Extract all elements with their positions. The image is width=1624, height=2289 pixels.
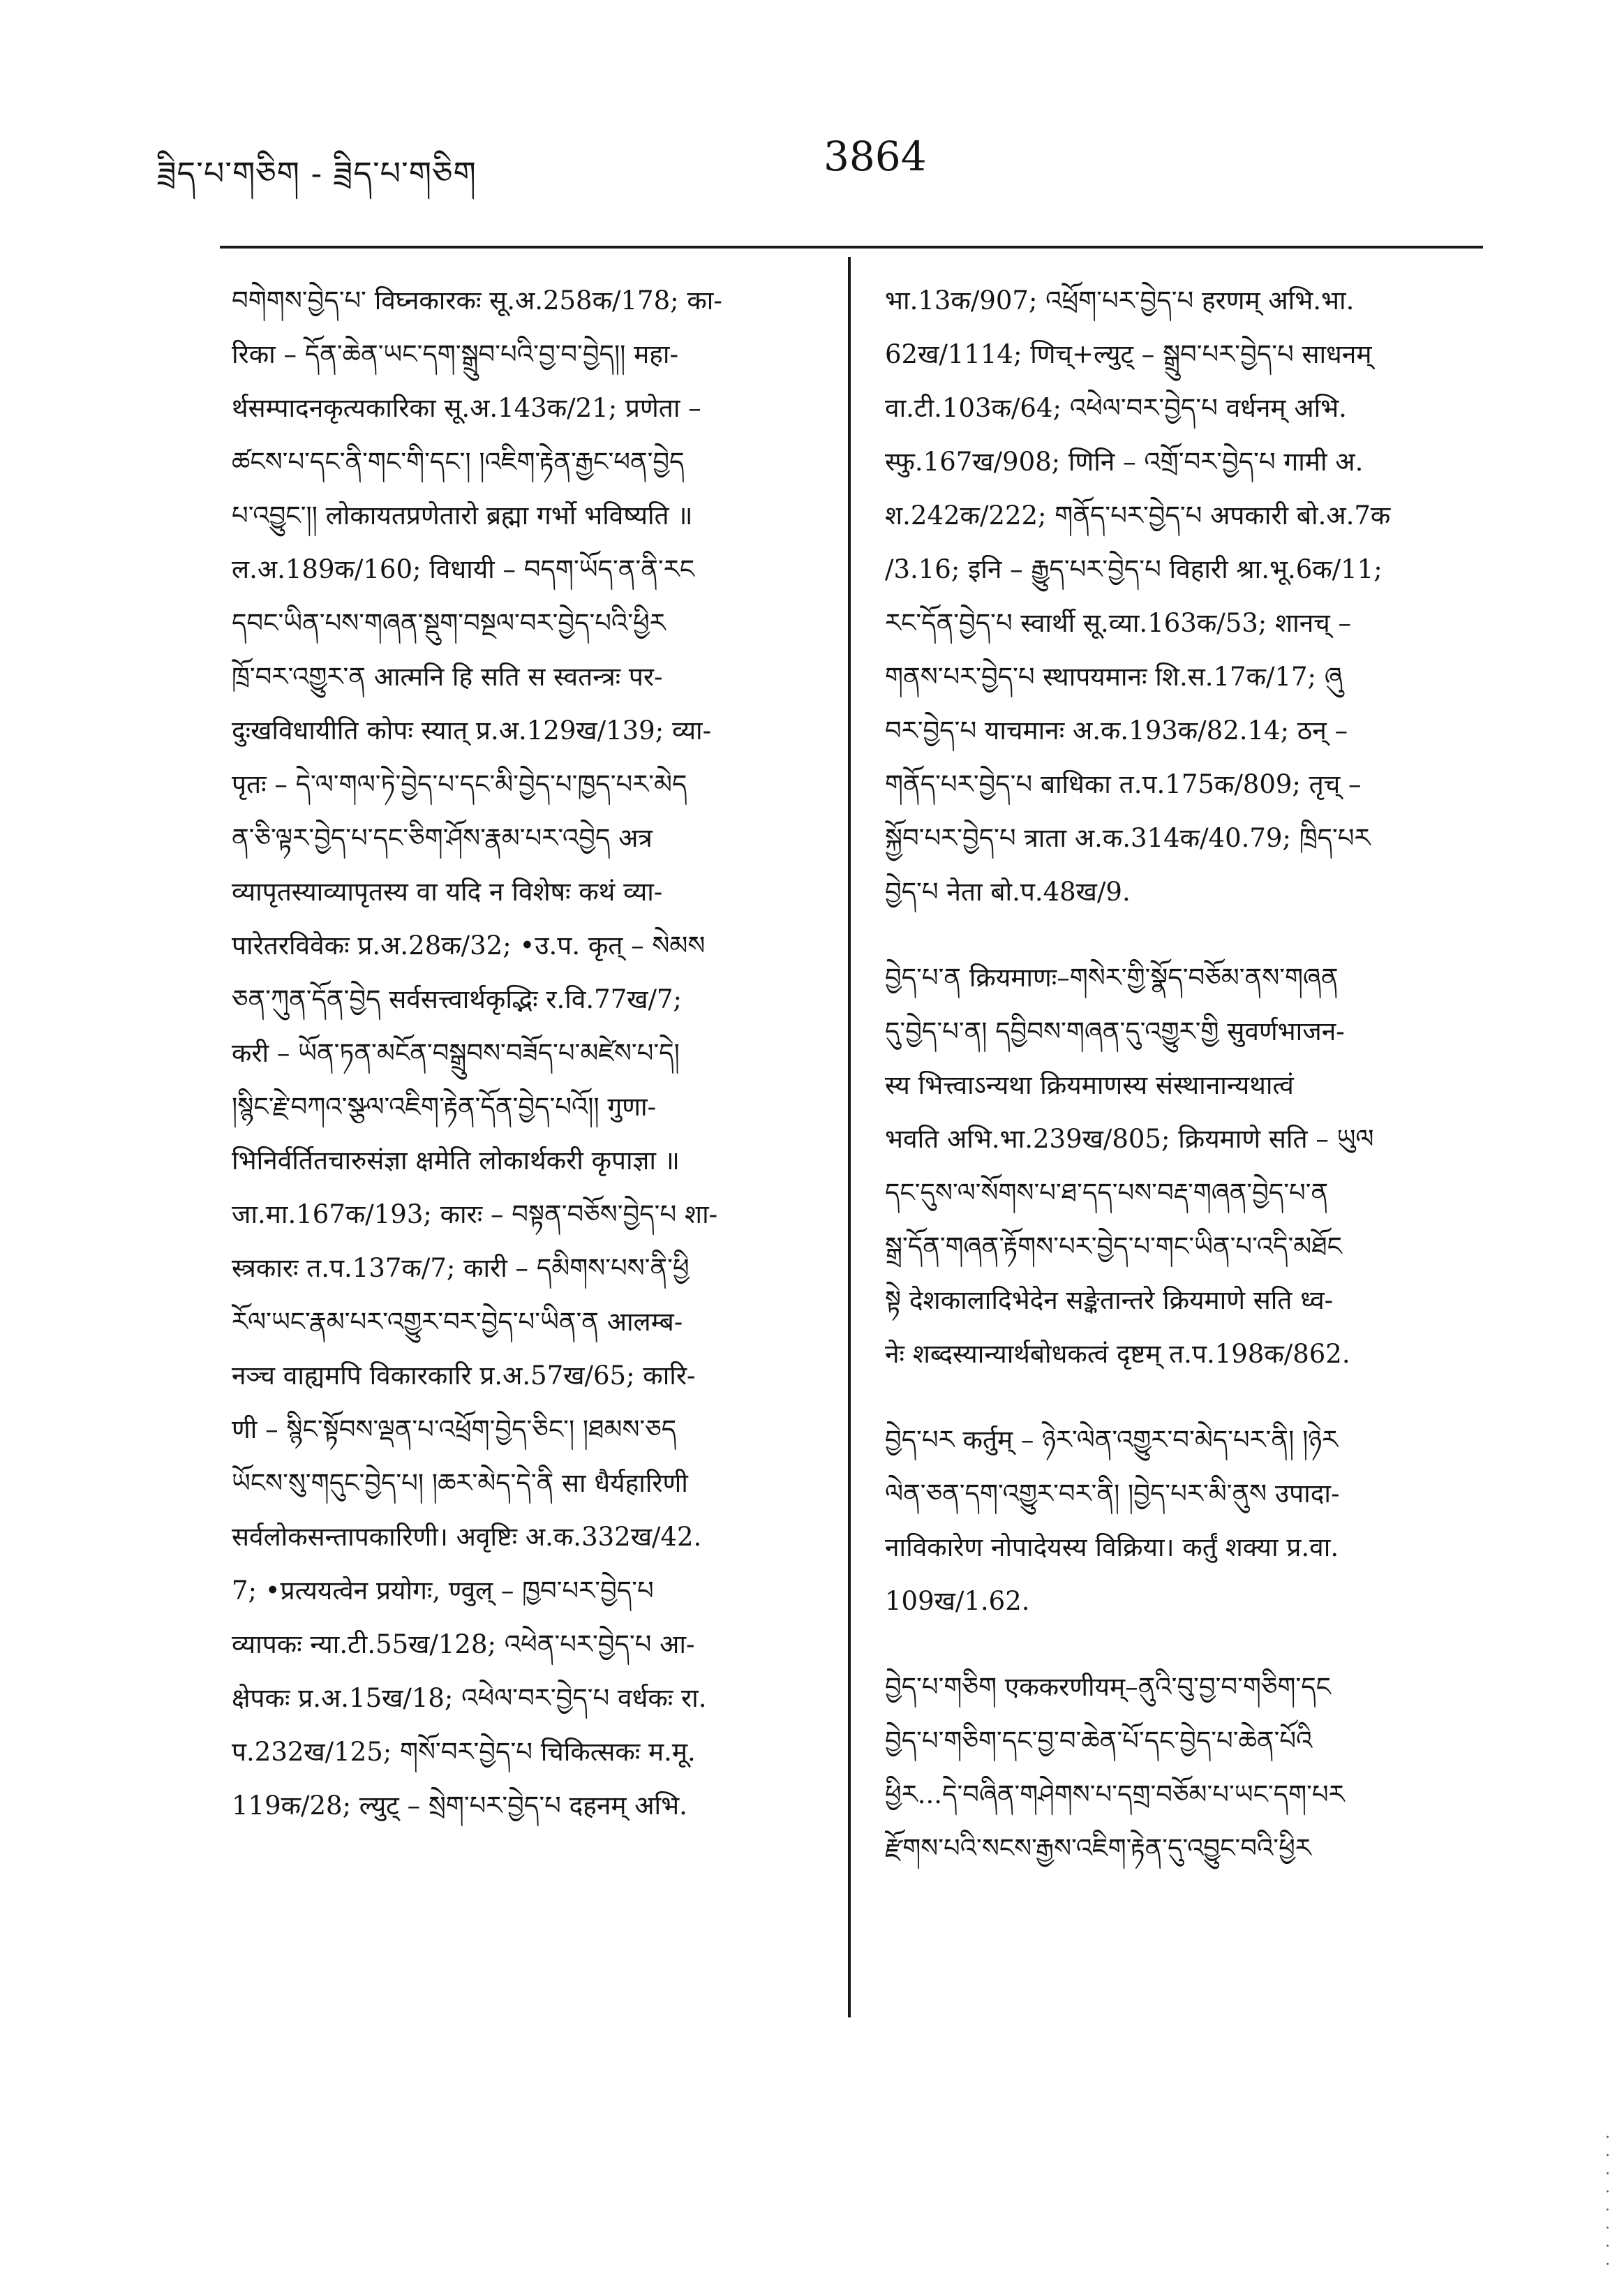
text-line: རོལ་ཡང་རྣམ་པར་འགྱུར་བར་བྱེད་པ་ཡིན་ན आलम्ब- (232, 1307, 683, 1337)
text-line: र्थसम्पादनकृत्यकारिका सू.अ.143क/21; प्रणेता – (232, 393, 701, 423)
text-line: གནོད་པར་བྱེད་པ बाधिका त.प.175क/809; तृच् – (885, 769, 1362, 799)
text-line: བྱེད་པ नेता बो.प.48ख/9. (885, 877, 1131, 907)
margin-dots: · · · · · · · · (1605, 2129, 1610, 2274)
text-line: स्फु.167ख/908; णिनि – འགྲོ་བར་བྱེད་པ गामी अ. (885, 447, 1364, 477)
text-line: णी – སྙིང་སྟོབས་ལྡན་པ་འཕྲོག་བྱེད་ཅིང་། །ཐམས་ཅད (232, 1414, 677, 1444)
text-line: पृतः – དེ་ལ་གལ་ཏེ་བྱེད་པ་དང་མི་བྱེད་པ་ཁྱད་པར་མེད (232, 769, 687, 799)
text-line: स्त्रकारः त.प.137क/7; कारी – དམིགས་པས་ནི་ཕྱི (232, 1253, 690, 1283)
text-line: भा.13क/907; འཕྲོག་པར་བྱེད་པ हरणम् अभि.भा. (885, 286, 1355, 316)
column-divider (848, 257, 851, 2017)
text-line: 119क/28; ल्युट् – སྲེག་པར་བྱེད་པ दहनम् अभि. (232, 1791, 687, 1821)
text-line: प.232ख/125; གསོ་བར་བྱེད་པ चिकित्सकः म.मू. (232, 1737, 696, 1767)
text-line: जा.मा.167क/193; कारः – བསྟན་བཅོས་བྱེད་པ शा- (232, 1199, 718, 1229)
text-line: ལེན་ཅན་དག་འགྱུར་བར་ནི། །བྱེད་པར་མི་ནུས उपादा- (885, 1479, 1340, 1509)
text-line: नेः शब्दस्यान्यार्थबोधकत्वं दृष्टम् त.प.198क/862. (885, 1339, 1350, 1369)
text-line: 109ख/1.62. (885, 1586, 1030, 1616)
text-line: सर्वलोकसन्तापकारिणी। अवृष्टिः अ.क.332ख/42. (232, 1522, 702, 1552)
entry-gap (885, 1628, 1464, 1660)
text-line: རང་དོན་བྱེད་པ स्वार्थी सू.व्या.163क/53; शानच् – (885, 608, 1352, 638)
text-line: བྱེད་པར कर्तुम् – ཉེར་ལེན་འགྱུར་བ་མེད་པར་ནི། །ཉེར (885, 1425, 1339, 1455)
text-line: वा.टी.103क/64; འཕེལ་བར་བྱེད་པ वर्धनम् अभि. (885, 393, 1347, 423)
text-line: པ་འབྱུང་།། लोकायतप्रणेतारो ब्रह्मा गर्भो भविष्यति ॥ (232, 501, 693, 531)
text-line: /3.16; इनि – རྒྱུད་པར་བྱེད་པ विहारी श्रा.भू.6क/11; (885, 554, 1383, 584)
text-line: བར་བྱེད་པ याचमानः अ.क.193क/82.14; ठन् – (885, 716, 1348, 746)
entry-gap (885, 919, 1464, 951)
left-column (232, 274, 811, 1832)
text-line: 7; •प्रत्ययत्वेन प्रयोगः, ण्वुल् – ཁྱབ་པར་བྱེད་པ (232, 1576, 654, 1606)
text-line: नाविकारेण नोपादेयस्य विक्रिया। कर्तुं शक्या प्र.वा. (885, 1532, 1339, 1562)
text-line: གནས་པར་བྱེད་པ स्थापयमानः शि.स.17क/17; ཞུ (885, 662, 1343, 692)
text-line: श.242क/222; གནོད་པར་བྱེད་པ अपकारी बो.अ.7क (885, 501, 1391, 531)
text-line: བགེགས་བྱེད་པ་ विघ्नकारकः सू.अ.258क/178; का- (232, 286, 722, 316)
right-column (885, 274, 1464, 1875)
text-line: ल.अ.189क/160; विधायी – བདག་ཡོད་ན་ནི་རང (232, 554, 695, 584)
page-number: 3864 (824, 133, 927, 180)
text-line: །སྙིང་རྗེ་བཀའ་སྩལ་འཇིག་རྟེན་དོན་བྱེད་པའོ།། गुणा- (232, 1092, 657, 1122)
text-line: रिका – དོན་ཆེན་ཡང་དག་སྒྲུབ་པའི་བྱ་བ་བྱེད།། महा- (232, 339, 679, 369)
text-line: दुःखविधायीति कोपः स्यात् प्र.अ.129ख/139; व्या- (232, 716, 712, 746)
text-line: སྟེ देशकालादिभेदेन सङ्केतान्तरे क्रियमाणे सति ध्व- (885, 1285, 1334, 1315)
text-line: ཅན་ཀུན་དོན་བྱེད सर्वसत्त्वार्थकृद्भिः र.वि.77ख/7; (232, 984, 682, 1014)
text-line: व्यापकः न्या.टी.55ख/128; འཕེན་པར་བྱེད་པ आ- (232, 1629, 695, 1659)
running-head: ཟྲིད་པ་གཅིག - ཟྲིད་པ་གཅིག (157, 154, 477, 192)
text-line: བྱེད་པ་གཅིག एककरणीयम्–ནུའི་བུ་བྱ་བ་གཅིག་དང (885, 1672, 1332, 1702)
text-line: བྱེད་པ་ན क्रियमाणः–གསེར་གྱི་སྣོད་བཅོམ་ནས་གཞན (885, 963, 1339, 993)
header-rule (220, 246, 1483, 249)
text-line: व्यापृतस्याव्यापृतस्य वा यदि न विशेषः कथं व्या- (232, 877, 663, 907)
text-line: क्षेपकः प्र.अ.15ख/18; འཕེལ་བར་བྱེད་པ वर्धकः रा. (232, 1683, 707, 1713)
text-line: སྐྱོབ་པར་བྱེད་པ त्राता अ.क.314क/40.79; ཁྲིད་པར (885, 823, 1371, 853)
text-line: རྫོགས་པའི་སངས་རྒྱས་འཇིག་རྟེན་དུ་འབྱུང་བའི་ཕྱིར (885, 1833, 1311, 1863)
text-line: नञ्च वाह्यमपि विकारकारि प्र.अ.57ख/65; कारि- (232, 1361, 696, 1391)
text-line: स्य भित्त्वाऽन्यथा क्रियमाणस्य संस्थानान्यथात्वं (885, 1070, 1294, 1100)
text-line: ཕྱིར...དེ་བཞིན་གཤེགས་པ་དགྲ་བཅོམ་པ་ཡང་དག་པར (885, 1779, 1345, 1809)
text-line: पारेतरविवेकः प्र.अ.28क/32; •उ.प. कृत् – སེམས (232, 931, 706, 961)
text-line: དང་དུས་ལ་སོགས་པ་ཐ་དད་པས་བརྡ་གཞན་བྱེད་པ་ན (885, 1178, 1329, 1208)
text-line: སྒྲ་དོན་གཞན་རྟོགས་པར་བྱེད་པ་གང་ཡིན་པ་འདི་མཐོང (885, 1231, 1342, 1261)
text-line: དབང་ཡིན་པས་གཞན་སྡུག་བསྔལ་བར་བྱེད་པའི་ཕྱིར (232, 608, 666, 638)
text-line: 62ख/1114; णिच्+ल्युट् – སྒྲུབ་པར་བྱེད་པ साधनम् (885, 339, 1372, 369)
entry-gap (885, 1381, 1464, 1413)
text-line: ཁྲོ་བར་འགྱུར་ན आत्मनि हि सति स स्वतन्त्रः पर- (232, 662, 663, 692)
text-line: करी – ཡོན་ཏན་མངོན་བསྒྲུབས་བཟོད་པ་མཛེས་པ་དེ། (232, 1038, 680, 1068)
text-line: ཡོངས་སུ་གདུང་བྱེད་པ། །ཆར་མེད་དེ་ནི सा धैर्यहारिणी (232, 1468, 688, 1498)
text-line: དུ་བྱེད་པ་ན། དབྱིབས་གཞན་དུ་འགྱུར་གྱི सुवर्णभाजन- (885, 1016, 1345, 1046)
text-line: भिनिर्वर्तितचारुसंज्ञा क्षमेति लोकार्थकरी कृपाज्ञा ॥ (232, 1146, 680, 1176)
text-line: भवति अभि.भा.239ख/805; क्रियमाणे सति – ཡུལ (885, 1124, 1374, 1154)
text-line: ཚངས་པ་དང་ནི་གང་གི་དང་། །འཇིག་རྟེན་རྒྱང་ཕན་བྱེད (232, 447, 685, 477)
text-line: ན་ཅི་ལྟར་བྱེད་པ་དང་ཅིག་ཤོས་རྣམ་པར་འབྱེད अत्र (232, 823, 653, 853)
text-line: བྱེད་པ་གཅིག་དང་བྱ་བ་ཆེན་པོ་དང་བྱེད་པ་ཆེན་པོའི (885, 1726, 1313, 1756)
